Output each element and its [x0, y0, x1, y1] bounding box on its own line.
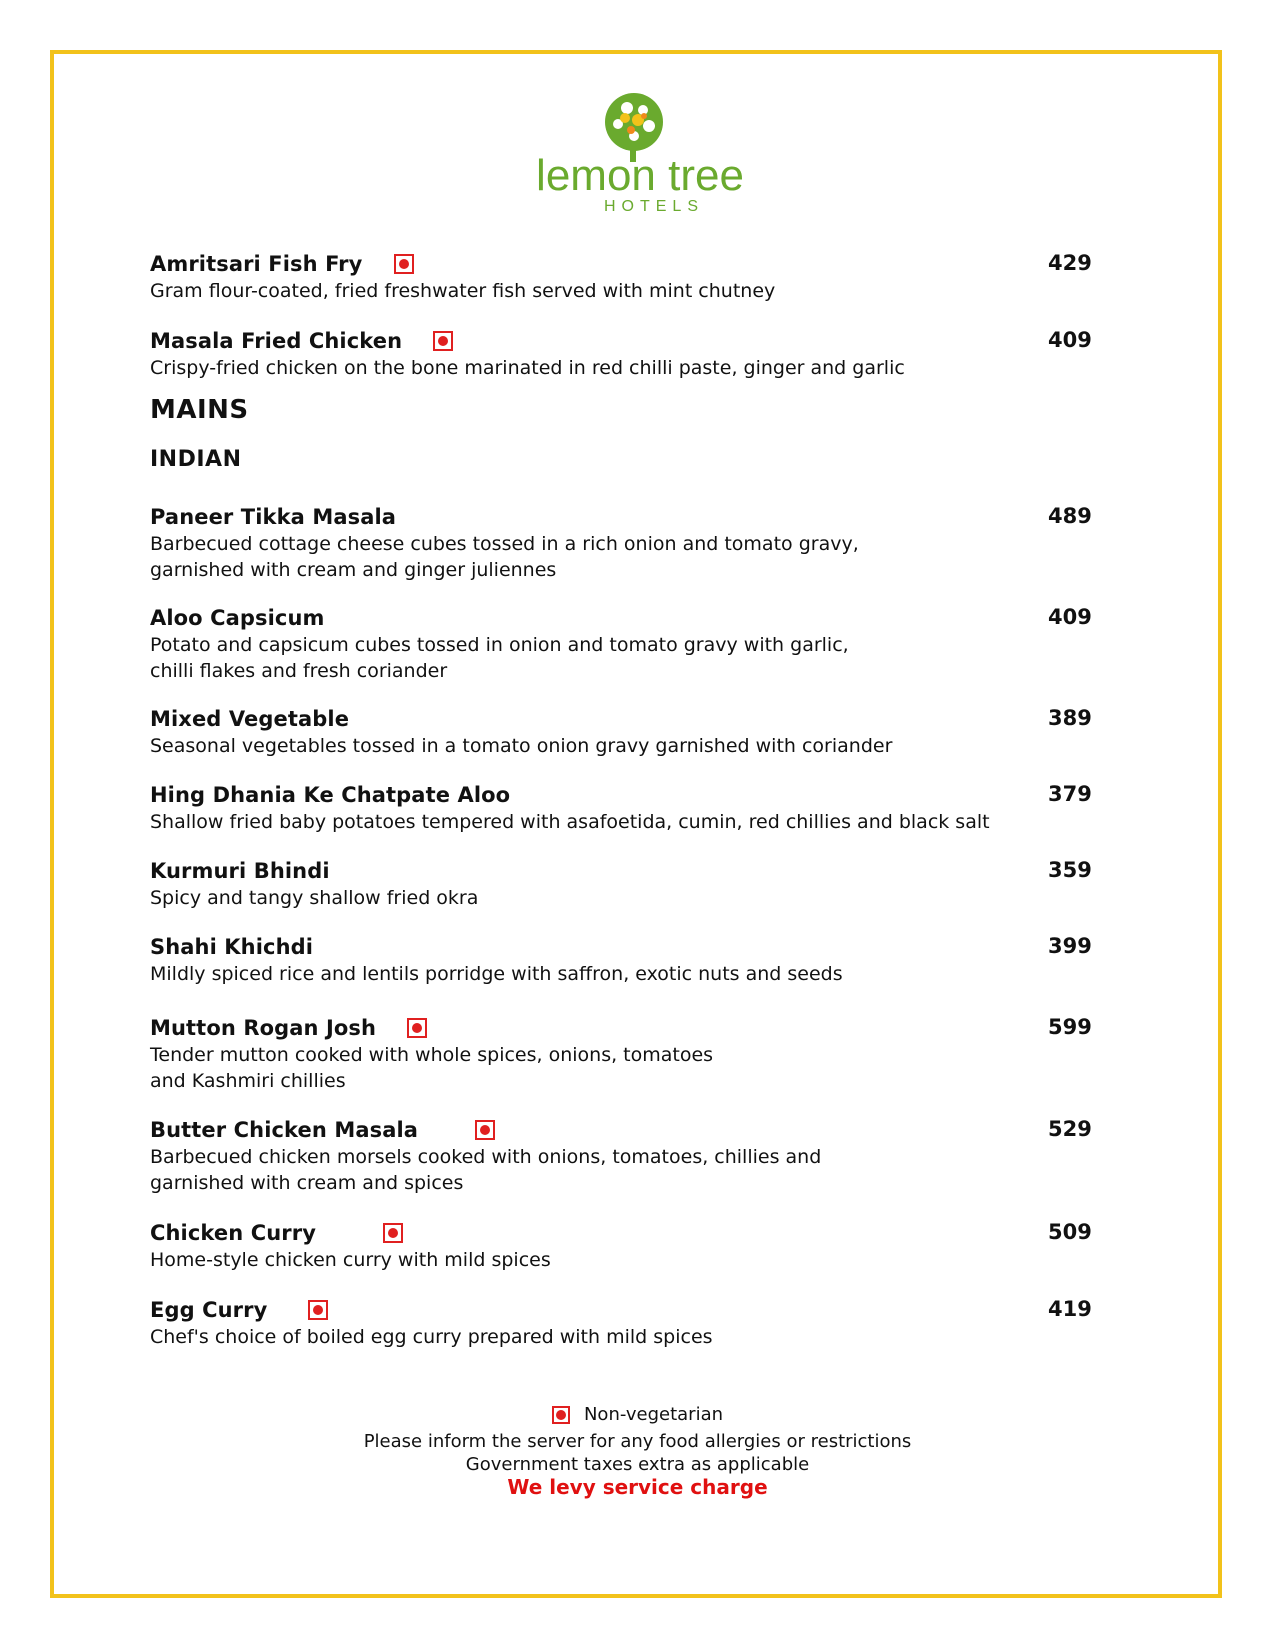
menu-item — [150, 248, 1090, 325]
non-veg-icon — [552, 1406, 570, 1424]
menu-item — [150, 931, 1090, 1012]
non-veg-icon — [407, 1018, 427, 1038]
item-description: Crispy-fried chicken on the bone marinated in red chilli paste, ginger and garlic — [150, 357, 905, 379]
item-price: 409 — [1048, 605, 1092, 629]
non-veg-icon — [433, 331, 453, 351]
item-price: 359 — [1048, 858, 1092, 882]
item-name: Butter Chicken Masala — [150, 1117, 419, 1142]
non-veg-icon — [308, 1300, 328, 1320]
menu-item — [150, 602, 1090, 703]
menu-item — [150, 1294, 1090, 1354]
item-price: 409 — [1048, 328, 1092, 352]
non-veg-icon — [394, 254, 414, 274]
menu-content — [150, 248, 1090, 1354]
section-title: MAINS — [150, 395, 249, 425]
item-description: Barbecued chicken morsels cooked with onions, tomatoes, chillies and garnished with cream and spices — [150, 1146, 822, 1194]
menu-item — [150, 1114, 1090, 1217]
item-description: Chef's choice of boiled egg curry prepared with mild spices — [150, 1326, 713, 1348]
item-description: Spicy and tangy shallow fried okra — [150, 887, 479, 909]
svg-text:lemon tree: lemon tree — [536, 151, 744, 200]
item-description: Barbecued cottage cheese cubes tossed in a rich onion and tomato gravy, garnished with cream and ginger juliennes — [150, 533, 859, 581]
item-name: Kurmuri Bhindi — [150, 858, 330, 883]
item-name: Hing Dhania Ke Chatpate Aloo — [150, 782, 511, 807]
item-name: Shahi Khichdi — [150, 934, 314, 959]
item-name: Egg Curry — [150, 1297, 268, 1322]
lemon-tree-logo-icon — [530, 90, 750, 215]
item-description: Mildly spiced rice and lentils porridge with saffron, exotic nuts and seeds — [150, 963, 843, 985]
item-price: 429 — [1048, 251, 1092, 275]
menu-item — [150, 1012, 1090, 1114]
item-price: 399 — [1048, 934, 1092, 958]
item-name: Mixed Vegetable — [150, 706, 350, 731]
item-description: Shallow fried baby potatoes tempered with asafoetida, cumin, red chillies and black salt — [150, 811, 990, 833]
non-veg-legend — [552, 1403, 723, 1426]
item-price: 599 — [1048, 1015, 1092, 1039]
item-description: Seasonal vegetables tossed in a tomato onion gravy garnished with coriander — [150, 735, 893, 757]
item-name: Chicken Curry — [150, 1220, 316, 1245]
subsection-title: INDIAN — [150, 447, 242, 472]
item-description: Potato and capsicum cubes tossed in onion and tomato gravy with garlic, chilli flakes and fresh coriander — [150, 634, 849, 682]
legend-label: Non-vegetarian — [583, 1404, 724, 1425]
item-name: Mutton Rogan Josh — [150, 1015, 377, 1040]
menu-item — [150, 325, 1090, 393]
item-description: Gram flour-coated, fried freshwater fish served with mint chutney — [150, 280, 776, 302]
service-charge-note: We levy service charge — [507, 1474, 768, 1499]
menu-item — [150, 703, 1090, 779]
item-price: 389 — [1048, 706, 1092, 730]
item-price: 509 — [1048, 1220, 1092, 1244]
item-description: Tender mutton cooked with whole spices, onions, tomatoes and Kashmiri chillies — [150, 1044, 714, 1092]
non-veg-icon — [383, 1223, 403, 1243]
allergy-note: Please inform the server for any food allergies or restrictions — [363, 1430, 912, 1452]
non-veg-icon — [475, 1120, 495, 1140]
brand-logo — [530, 90, 750, 215]
item-name: Masala Fried Chicken — [150, 328, 403, 353]
menu-item — [150, 1217, 1090, 1294]
item-name: Aloo Capsicum — [150, 605, 325, 630]
menu-item — [150, 855, 1090, 931]
item-description: Home-style chicken curry with mild spices — [150, 1249, 551, 1271]
menu-footer — [0, 1403, 1275, 1499]
item-name: Paneer Tikka Masala — [150, 504, 397, 529]
item-price: 489 — [1048, 504, 1092, 528]
item-price: 529 — [1048, 1117, 1092, 1141]
item-name: Amritsari Fish Fry — [150, 251, 363, 276]
svg-text:HOTELS: HOTELS — [603, 198, 705, 215]
item-price: 379 — [1048, 782, 1092, 806]
menu-item — [150, 779, 1090, 855]
menu-item — [150, 501, 1090, 602]
tax-note: Government taxes extra as applicable — [465, 1453, 810, 1475]
item-price: 419 — [1048, 1297, 1092, 1321]
